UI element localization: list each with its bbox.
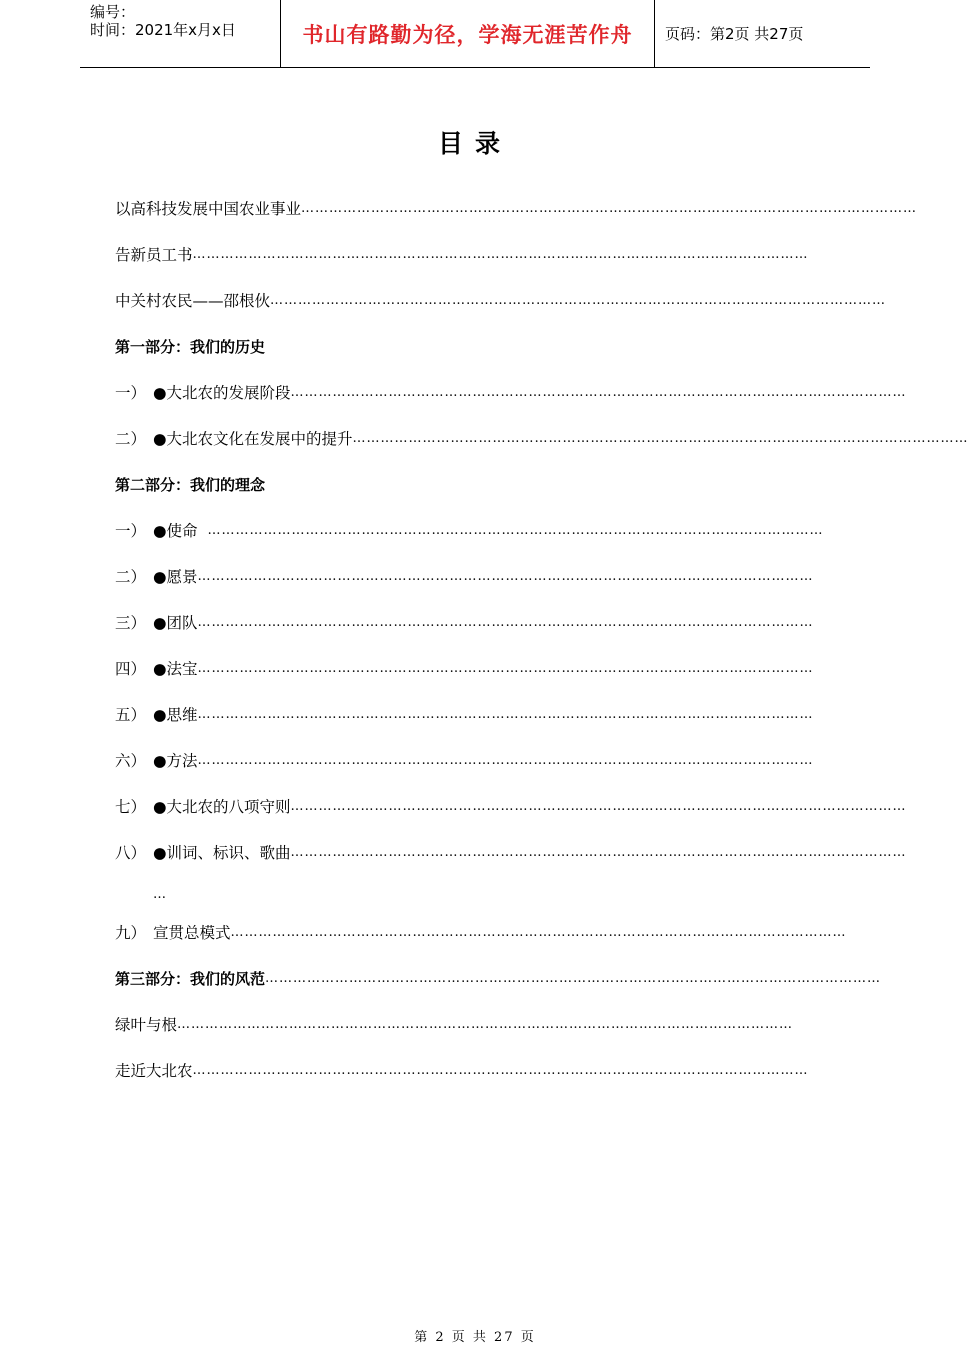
toc-entry-number: 一） — [115, 384, 147, 402]
toc-entry-text: ●训词、标识、歌曲 — [153, 844, 291, 862]
toc-entry[interactable] — [115, 428, 969, 474]
toc-entry-text: ●法宝 — [153, 660, 198, 678]
toc-entry-text: 走近大北农 — [115, 1062, 193, 1080]
toc-entry-text: 绿叶与根 — [115, 1016, 178, 1034]
toc-entry-text: 告新员工书 — [115, 246, 193, 264]
motto: 书山有路勤为径，学海无涯苦作舟 — [302, 22, 633, 47]
time-label: 时间：2021年x月x日 — [90, 21, 236, 39]
toc-entry[interactable] — [115, 290, 887, 336]
toc-entry-text: 宣贯总模式 — [153, 924, 231, 942]
toc-entry[interactable] — [115, 198, 918, 244]
dot-leader: …………………………………………………………………………………………………………………… — [290, 385, 907, 400]
toc-section-heading[interactable] — [115, 336, 855, 382]
toc-entry-number: 七） — [115, 798, 147, 816]
page-footer: 第 2 页 共 27 页 — [414, 1330, 536, 1345]
toc-entry-text: ●大北农的发展阶段 — [153, 384, 291, 402]
toc-entry[interactable] — [115, 704, 855, 750]
serial-label: 编号： — [90, 3, 136, 21]
toc-entry-text: 第二部分：我们的理念 — [115, 476, 266, 494]
table-of-contents — [115, 198, 969, 1106]
header-page-cell — [655, 0, 870, 67]
toc-entry[interactable] — [115, 382, 907, 428]
toc-entry-number: 八） — [115, 844, 147, 862]
dot-leader: …………………………………………………………………………………………………………………… — [192, 1063, 809, 1078]
toc-entry-number: 四） — [115, 660, 147, 678]
dot-leader: …………………………………………………………………………………………………………………… — [230, 925, 847, 940]
page-info: 页码：第2页 共27页 — [665, 25, 804, 43]
toc-entry-number: 二） — [115, 568, 147, 586]
toc-entry-text: ●愿景 — [153, 568, 198, 586]
toc-entry-text: ●大北农的八项守则 — [153, 798, 291, 816]
toc-entry[interactable] — [115, 1014, 855, 1060]
toc-entry[interactable] — [115, 922, 855, 968]
toc-entry-number: 五） — [115, 706, 147, 724]
page-title: 目录 — [437, 129, 512, 158]
dot-leader: …………………………………………………………………………………………………………………… — [207, 523, 824, 538]
toc-entry-text: 中关村农民——邵根伙 — [115, 292, 271, 310]
toc-entry[interactable] — [115, 566, 855, 612]
toc-entry[interactable] — [115, 520, 855, 566]
toc-entry-text: 以高科技发展中国农业事业 — [115, 200, 302, 218]
dot-leader: …………………………………………………………………………………………………………………… — [197, 753, 814, 768]
dot-leader: …………………………………………………………………………………………………………………… — [270, 293, 887, 308]
toc-entry-number: 九） — [115, 924, 147, 942]
dot-leader: …………………………………………………………………………………………………………………… — [290, 799, 907, 814]
toc-entry[interactable] — [115, 1060, 855, 1106]
toc-entry[interactable] — [115, 750, 855, 796]
header-left-cell — [80, 0, 281, 67]
dot-leader-continuation: … — [153, 887, 167, 902]
toc-section-heading[interactable] — [115, 968, 882, 1014]
toc-entry-text: 第一部分：我们的历史 — [115, 338, 266, 356]
toc-entry-text: ●使命 — [153, 522, 198, 540]
toc-entry[interactable] — [115, 658, 855, 704]
dot-leader: …………………………………………………………………………………………………………………… — [290, 845, 907, 860]
page-header — [80, 0, 870, 68]
toc-entry-text: ●团队 — [153, 614, 198, 632]
toc-entry-text: ●思维 — [153, 706, 198, 724]
header-motto-cell — [281, 0, 655, 67]
dot-leader: …………………………………………………………………………………………………………………… — [265, 971, 882, 986]
toc-entry[interactable] — [115, 842, 907, 922]
dot-leader: …………………………………………………………………………………………………………………… — [301, 201, 918, 216]
toc-entry-number: 一） — [115, 522, 147, 540]
dot-leader: …………………………………………………………………………………………………………………… — [197, 615, 814, 630]
dot-leader: …………………………………………………………………………………………………………………… — [352, 431, 969, 446]
toc-entry-text: ●大北农文化在发展中的提升 — [153, 430, 353, 448]
toc-entry[interactable] — [115, 796, 907, 842]
dot-leader: …………………………………………………………………………………………………………………… — [197, 707, 814, 722]
toc-entry-number: 三） — [115, 614, 147, 632]
toc-entry-text: 第三部分：我们的风范 — [115, 970, 266, 988]
toc-entry-text: ●方法 — [153, 752, 198, 770]
dot-leader: …………………………………………………………………………………………………………………… — [192, 247, 809, 262]
dot-leader: …………………………………………………………………………………………………………………… — [177, 1017, 794, 1032]
dot-leader: …………………………………………………………………………………………………………………… — [197, 661, 814, 676]
toc-section-heading[interactable] — [115, 474, 855, 520]
toc-entry-number: 二） — [115, 430, 147, 448]
toc-entry[interactable] — [115, 244, 855, 290]
dot-leader: …………………………………………………………………………………………………………………… — [197, 569, 814, 584]
toc-entry[interactable] — [115, 612, 855, 658]
toc-entry-number: 六） — [115, 752, 147, 770]
